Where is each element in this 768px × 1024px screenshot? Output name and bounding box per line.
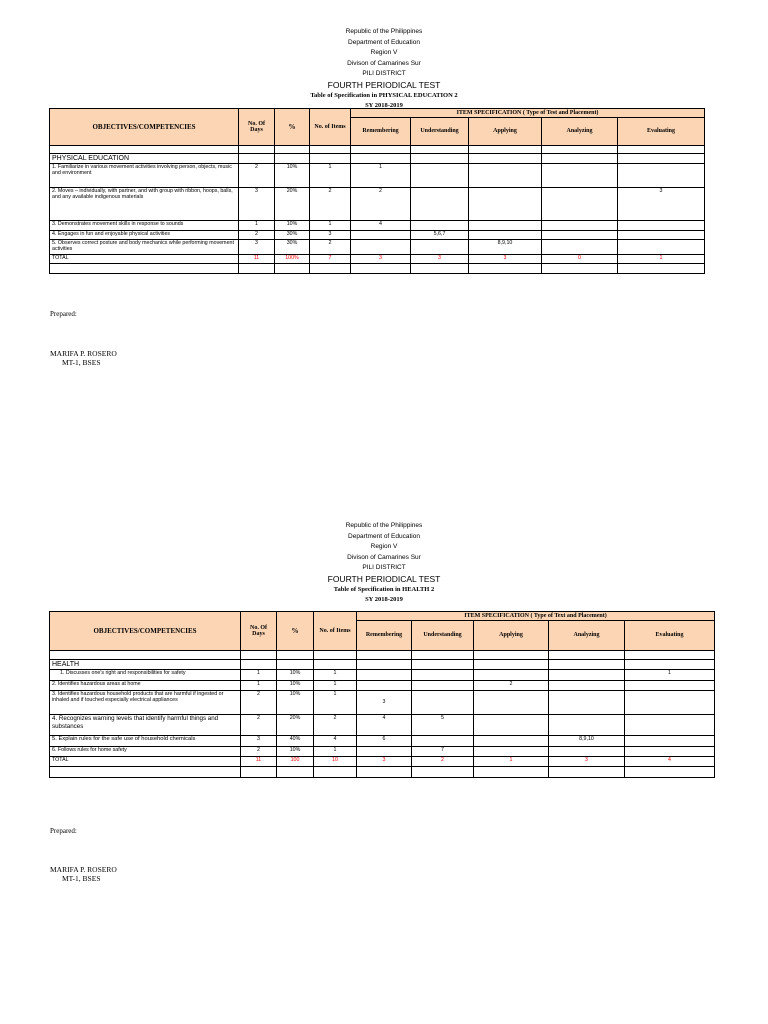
health-test-title: FOURTH PERIODICAL TEST <box>327 573 441 584</box>
pe-col-objectives: OBJECTIVES/COMPETENCIES <box>50 109 239 146</box>
days-cell: 3 <box>239 188 275 221</box>
remembering-cell <box>357 670 412 681</box>
items-cell: 2 <box>310 240 351 255</box>
understanding-cell: 5 <box>412 715 474 736</box>
applying-cell: 2 <box>474 681 549 691</box>
health-signatory <box>50 865 117 883</box>
remembering-cell: 6 <box>357 736 412 747</box>
health-col-percent: % <box>277 612 314 651</box>
total-label: TOTAL <box>50 255 239 264</box>
days-cell: 2 <box>239 231 275 240</box>
percent-cell: 30% <box>275 231 310 240</box>
total-items: 7 <box>310 255 351 264</box>
objective-cell: 2. Moves – individually, with partner, and with group with ribbon, hoops, balls, and any available indigenous materials <box>50 188 239 221</box>
pe-header-district: PILI DISTRICT <box>362 70 406 77</box>
items-cell: 1 <box>314 670 357 681</box>
pe-prepared-label: Prepared: <box>50 310 77 318</box>
health-section-label: HEALTH <box>50 660 241 670</box>
analyzing-cell <box>542 231 618 240</box>
total-percent: 100% <box>275 255 310 264</box>
pe-blank-row <box>50 264 705 274</box>
total-remembering: 3 <box>357 757 412 767</box>
understanding-cell <box>411 164 469 188</box>
understanding-cell <box>412 691 474 715</box>
health-tos-subtitle: Table of Specification in HEALTH 2 <box>333 585 435 593</box>
evaluating-cell <box>618 240 705 255</box>
pe-letterhead <box>0 27 768 112</box>
table-row <box>50 221 705 231</box>
evaluating-cell <box>625 747 715 757</box>
days-cell: 2 <box>241 715 277 736</box>
objective-cell: 1. Familiarize in various movement activities involving person, objects, music and environment <box>50 164 239 188</box>
total-analyzing: 3 <box>549 757 625 767</box>
total-understanding: 2 <box>412 757 474 767</box>
table-row <box>50 691 715 715</box>
days-cell: 1 <box>239 221 275 231</box>
days-cell: 2 <box>239 164 275 188</box>
applying-cell <box>469 164 542 188</box>
health-header-district: PILI DISTRICT <box>362 564 406 571</box>
evaluating-cell <box>625 681 715 691</box>
total-evaluating: 1 <box>618 255 705 264</box>
evaluating-cell <box>625 715 715 736</box>
analyzing-cell <box>542 164 618 188</box>
applying-cell <box>469 188 542 221</box>
pe-col-items: No. of Items <box>310 109 351 146</box>
objective-cell: 3. Identifies hazardous household products that are harmful if ingested or inhaled and if touched especially electrical appliances <box>50 691 241 715</box>
items-cell: 1 <box>314 681 357 691</box>
total-items: 10 <box>314 757 357 767</box>
health-header-deped: Department of Education <box>348 532 420 540</box>
percent-cell: 10% <box>277 670 314 681</box>
days-cell: 3 <box>239 240 275 255</box>
percent-cell: 40% <box>277 736 314 747</box>
items-cell: 1 <box>310 221 351 231</box>
health-prepared-label: Prepared: <box>50 827 77 835</box>
pe-preparer-name: MARIFA P. ROSERO <box>50 349 117 358</box>
objective-cell: 5. Explain rules for the safe use of household chemicals <box>50 736 241 747</box>
health-header-region: Region V <box>370 543 398 550</box>
analyzing-cell: 8,9,10 <box>549 736 625 747</box>
objective-cell: 5. Observes correct posture and body mechanics while performing movement activities <box>50 240 239 255</box>
items-cell: 1 <box>310 164 351 188</box>
health-col-days: No. Of Days <box>241 612 277 651</box>
remembering-cell <box>357 747 412 757</box>
table-row <box>50 681 715 691</box>
remembering-cell: 1 <box>351 164 411 188</box>
pe-header-republic: Republic of the Philippines <box>345 28 423 35</box>
pe-preparer-position: MT-1, BSES <box>62 358 101 367</box>
items-cell: 3 <box>310 231 351 240</box>
applying-cell: 8,9,10 <box>469 240 542 255</box>
applying-cell <box>474 747 549 757</box>
pe-col-days: No. Of Days <box>239 109 275 146</box>
pe-col-analyzing: Analyzing <box>542 118 618 146</box>
percent-cell: 10% <box>277 691 314 715</box>
health-preparer-name: MARIFA P. ROSERO <box>50 865 117 874</box>
pe-header-division: Divison of Camarines Sur <box>347 59 421 67</box>
understanding-cell: 5,6,7 <box>411 231 469 240</box>
percent-cell: 10% <box>275 164 310 188</box>
pe-test-title: FOURTH PERIODICAL TEST <box>327 79 441 90</box>
percent-cell: 20% <box>275 188 310 221</box>
applying-cell <box>474 670 549 681</box>
days-cell: 3 <box>241 736 277 747</box>
pe-header-deped: Department of Education <box>348 38 420 46</box>
health-col-understanding: Understanding <box>412 621 474 651</box>
health-col-remembering: Remembering <box>357 621 412 651</box>
total-applying: 3 <box>469 255 542 264</box>
pe-col-applying: Applying <box>469 118 542 146</box>
analyzing-cell <box>549 691 625 715</box>
pe-section-label: PHYSICAL EDUCATION <box>50 154 239 164</box>
objective-cell: 2. Identifies hazardous areas at home <box>50 681 241 691</box>
table-row <box>50 747 715 757</box>
total-percent: 100 <box>277 757 314 767</box>
understanding-cell <box>412 670 474 681</box>
health-col-items: No. of Items <box>314 612 357 651</box>
evaluating-cell <box>625 691 715 715</box>
remembering-cell <box>351 240 411 255</box>
analyzing-cell <box>542 221 618 231</box>
percent-cell: 30% <box>275 240 310 255</box>
table-row <box>50 715 715 736</box>
pe-col-remembering: Remembering <box>351 118 411 146</box>
applying-cell <box>474 715 549 736</box>
health-tos-table <box>49 611 715 778</box>
items-cell: 1 <box>314 691 357 715</box>
table-row <box>50 231 705 240</box>
items-cell: 4 <box>314 736 357 747</box>
health-col-item-spec: ITEM SPECIFICATION ( Type of Text and Placement) <box>357 612 715 621</box>
total-days: 11 <box>239 255 275 264</box>
analyzing-cell <box>549 681 625 691</box>
days-cell: 2 <box>241 691 277 715</box>
total-days: 11 <box>241 757 277 767</box>
applying-cell <box>474 691 549 715</box>
analyzing-cell <box>542 240 618 255</box>
percent-cell: 10% <box>277 681 314 691</box>
health-blank-row <box>50 767 715 778</box>
pe-tos-table <box>49 108 705 274</box>
total-label: TOTAL <box>50 757 241 767</box>
objective-cell: 6. Follows rules for home safety <box>50 747 241 757</box>
table-row <box>50 240 705 255</box>
applying-cell <box>469 221 542 231</box>
days-cell: 1 <box>241 681 277 691</box>
health-col-analyzing: Analyzing <box>549 621 625 651</box>
remembering-cell: 4 <box>351 221 411 231</box>
items-cell: 2 <box>310 188 351 221</box>
understanding-cell: 7 <box>412 747 474 757</box>
total-applying: 1 <box>474 757 549 767</box>
items-cell: 1 <box>314 747 357 757</box>
table-row <box>50 736 715 747</box>
table-row <box>50 188 705 221</box>
evaluating-cell <box>618 164 705 188</box>
health-col-objectives: OBJECTIVES/COMPETENCIES <box>50 612 241 651</box>
remembering-cell <box>357 681 412 691</box>
total-analyzing: 0 <box>542 255 618 264</box>
remembering-cell: 4 <box>357 715 412 736</box>
evaluating-cell: 1 <box>625 670 715 681</box>
items-cell: 2 <box>314 715 357 736</box>
objective-cell: 1. Discusses one's right and responsibilities for safety <box>50 670 241 681</box>
analyzing-cell <box>542 188 618 221</box>
analyzing-cell <box>549 670 625 681</box>
percent-cell: 20% <box>277 715 314 736</box>
understanding-cell <box>411 240 469 255</box>
pe-total-row <box>50 255 705 264</box>
remembering-cell: 3 <box>357 691 412 715</box>
understanding-cell <box>412 681 474 691</box>
health-preparer-position: MT-1, BSES <box>62 874 101 883</box>
total-understanding: 3 <box>411 255 469 264</box>
understanding-cell <box>411 221 469 231</box>
pe-school-year: SY 2018-2019 <box>365 102 403 109</box>
health-spacer-row <box>50 651 715 660</box>
analyzing-cell <box>549 715 625 736</box>
objective-cell: 3. Demonstrates movement skills in response to sounds <box>50 221 239 231</box>
days-cell: 2 <box>241 747 277 757</box>
pe-header-region: Region V <box>370 49 398 56</box>
evaluating-cell: 3 <box>618 188 705 221</box>
evaluating-cell <box>618 231 705 240</box>
pe-col-item-spec: ITEM SPECIFICATION ( Type of Test and Placement) <box>351 109 705 118</box>
total-remembering: 3 <box>351 255 411 264</box>
health-total-row <box>50 757 715 767</box>
health-letterhead <box>0 521 768 606</box>
health-school-year: SY 2018-2019 <box>365 596 403 603</box>
pe-section-row <box>50 154 705 164</box>
total-evaluating: 4 <box>625 757 715 767</box>
days-cell: 1 <box>241 670 277 681</box>
applying-cell <box>469 231 542 240</box>
remembering-cell: 2 <box>351 188 411 221</box>
evaluating-cell <box>618 221 705 231</box>
applying-cell <box>474 736 549 747</box>
pe-col-understanding: Understanding <box>411 118 469 146</box>
pe-col-percent: % <box>275 109 310 146</box>
table-row <box>50 670 715 681</box>
objective-cell: 4. Recognizes warning levels that identify harmful things and substances <box>50 715 241 736</box>
health-header-division: Divison of Camarines Sur <box>347 553 421 561</box>
percent-cell: 10% <box>275 221 310 231</box>
pe-signatory <box>50 349 117 367</box>
evaluating-cell <box>625 736 715 747</box>
pe-spacer-row <box>50 146 705 154</box>
understanding-cell <box>411 188 469 221</box>
percent-cell: 10% <box>277 747 314 757</box>
health-header-republic: Republic of the Philippines <box>345 522 423 529</box>
analyzing-cell <box>549 747 625 757</box>
table-row <box>50 164 705 188</box>
pe-tos-subtitle: Table of Specification in PHYSICAL EDUCATION 2 <box>310 91 458 99</box>
health-col-applying: Applying <box>474 621 549 651</box>
objective-cell: 4. Engages in fun and enjoyable physical activities <box>50 231 239 240</box>
pe-col-evaluating: Evaluating <box>618 118 705 146</box>
health-col-evaluating: Evaluating <box>625 621 715 651</box>
health-section-row <box>50 660 715 670</box>
remembering-cell <box>351 231 411 240</box>
understanding-cell <box>412 736 474 747</box>
